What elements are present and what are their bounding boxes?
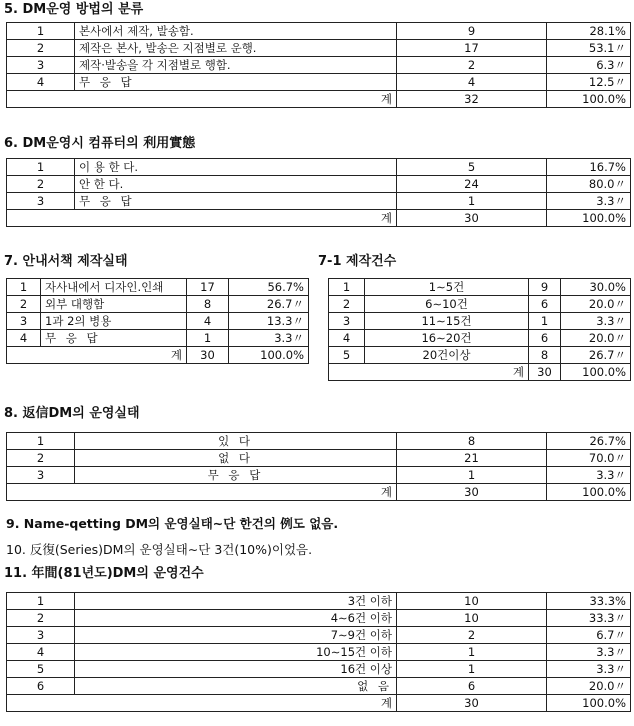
row-percent: 20.0〃 (561, 296, 631, 313)
row-label: 무 응 답 (75, 74, 397, 91)
row-percent: 3.3〃 (547, 644, 631, 661)
table-row (7, 450, 631, 467)
row-count: 9 (397, 23, 547, 40)
row-percent: 26.7〃 (561, 347, 631, 364)
table-row (329, 313, 631, 330)
total-row (7, 695, 631, 712)
table-row (7, 193, 631, 210)
total-count: 32 (397, 91, 547, 108)
row-number: 4 (7, 74, 75, 91)
total-label: 계 (75, 484, 397, 501)
total-row (7, 210, 631, 227)
table-row (7, 330, 309, 347)
row-number: 2 (7, 40, 75, 57)
table-row (7, 610, 631, 627)
row-count: 4 (397, 74, 547, 91)
table-row (7, 176, 631, 193)
total-percent: 100.0% (547, 91, 631, 108)
row-number: 2 (7, 296, 41, 313)
row-percent: 13.3〃 (229, 313, 309, 330)
section-5-table (6, 22, 631, 108)
row-count: 1 (397, 661, 547, 678)
total-count: 30 (187, 347, 229, 364)
row-count: 10 (397, 593, 547, 610)
row-label: 본사에서 제작, 발송함. (75, 23, 397, 40)
row-percent: 6.3〃 (547, 57, 631, 74)
row-label: 4∼6건 이하 (75, 610, 397, 627)
row-count: 4 (187, 313, 229, 330)
row-percent: 56.7% (229, 279, 309, 296)
row-count: 6 (529, 330, 561, 347)
section-6-title: 6. DM운영시 컴퓨터의 利用實態 (4, 136, 196, 151)
row-percent: 3.3〃 (561, 313, 631, 330)
row-number: 1 (7, 23, 75, 40)
row-count: 2 (397, 627, 547, 644)
total-percent: 100.0% (547, 695, 631, 712)
note-10: 10. 反復(Series)DM의 운영실태∼단 3건(10%)이었음. (6, 542, 313, 557)
row-label: 11∼15건 (365, 313, 529, 330)
total-percent: 100.0% (561, 364, 631, 381)
row-number: 1 (329, 279, 365, 296)
table-row (329, 330, 631, 347)
total-label: 계 (365, 364, 529, 381)
section-7-1-title: 7-1 제작건수 (318, 254, 397, 269)
row-number: 3 (7, 193, 75, 210)
table-row (329, 279, 631, 296)
row-count: 17 (187, 279, 229, 296)
row-count: 8 (529, 347, 561, 364)
row-percent: 26.7〃 (229, 296, 309, 313)
row-percent: 3.3〃 (547, 467, 631, 484)
row-count: 1 (397, 193, 547, 210)
table-row (7, 661, 631, 678)
section-7-title: 7. 안내서책 제작실태 (4, 254, 128, 269)
row-number: 1 (7, 593, 75, 610)
row-label: 10∼15건 이하 (75, 644, 397, 661)
row-count: 24 (397, 176, 547, 193)
row-number: 2 (7, 450, 75, 467)
row-percent: 26.7% (547, 433, 631, 450)
row-label: 1과 2의 병용 (41, 313, 187, 330)
row-percent: 3.3〃 (547, 661, 631, 678)
total-count: 30 (529, 364, 561, 381)
row-number: 1 (7, 279, 41, 296)
row-number: 2 (7, 610, 75, 627)
total-count: 30 (397, 210, 547, 227)
row-percent: 20.0〃 (547, 678, 631, 695)
row-percent: 80.0〃 (547, 176, 631, 193)
section-6-table (6, 158, 631, 227)
section-11-table (6, 592, 631, 712)
row-label: 안 한 다. (75, 176, 397, 193)
table-row (7, 678, 631, 695)
total-percent: 100.0% (547, 484, 631, 501)
row-label: 무 응 답 (75, 467, 397, 484)
row-count: 10 (397, 610, 547, 627)
row-label: 제작·발송을 각 지점별로 행함. (75, 57, 397, 74)
row-number: 4 (329, 330, 365, 347)
row-label: 이 용 한 다. (75, 159, 397, 176)
table-row (329, 296, 631, 313)
row-number: 2 (329, 296, 365, 313)
row-label: 7∼9건 이하 (75, 627, 397, 644)
row-label: 없 음 (75, 678, 397, 695)
table-row (7, 313, 309, 330)
row-number: 3 (7, 627, 75, 644)
row-percent: 33.3〃 (547, 610, 631, 627)
table-row (7, 593, 631, 610)
total-label: 계 (75, 210, 397, 227)
row-number: 1 (7, 433, 75, 450)
row-count: 8 (397, 433, 547, 450)
row-number: 3 (329, 313, 365, 330)
row-label: 16∼20건 (365, 330, 529, 347)
row-label: 16건 이상 (75, 661, 397, 678)
total-row (7, 347, 309, 364)
row-label: 자사내에서 디자인.인쇄 (41, 279, 187, 296)
row-count: 2 (397, 57, 547, 74)
row-percent: 3.3〃 (229, 330, 309, 347)
row-label: 무 응 답 (41, 330, 187, 347)
note-9: 9. Name-qetting DM의 운영실태∼단 한건의 例도 없음. (6, 516, 339, 531)
row-number: 5 (329, 347, 365, 364)
row-label: 1∼5건 (365, 279, 529, 296)
section-8-table (6, 432, 631, 501)
row-percent: 33.3% (547, 593, 631, 610)
row-number: 4 (7, 644, 75, 661)
total-percent: 100.0% (229, 347, 309, 364)
row-number: 3 (7, 57, 75, 74)
row-count: 5 (397, 159, 547, 176)
table-row (7, 627, 631, 644)
row-count: 1 (187, 330, 229, 347)
row-number: 5 (7, 661, 75, 678)
row-label: 제작은 본사, 발송은 지점별로 운행. (75, 40, 397, 57)
row-percent: 16.7% (547, 159, 631, 176)
row-count: 1 (397, 644, 547, 661)
row-label: 있 다 (75, 433, 397, 450)
row-percent: 30.0% (561, 279, 631, 296)
total-row (329, 364, 631, 381)
row-count: 8 (187, 296, 229, 313)
section-7-1-table (328, 278, 631, 381)
row-count: 9 (529, 279, 561, 296)
row-number: 3 (7, 467, 75, 484)
row-number: 3 (7, 313, 41, 330)
row-label: 외부 대행함 (41, 296, 187, 313)
section-5-title: 5. DM운영 방법의 분류 (4, 2, 144, 17)
total-label: 계 (41, 347, 187, 364)
total-label: 계 (75, 695, 397, 712)
row-percent: 12.5〃 (547, 74, 631, 91)
section-8-title: 8. 返信DM의 운영실태 (4, 406, 140, 421)
row-count: 1 (397, 467, 547, 484)
row-number: 6 (7, 678, 75, 695)
row-label: 무 응 답 (75, 193, 397, 210)
row-label: 6∼10건 (365, 296, 529, 313)
total-count: 30 (397, 695, 547, 712)
total-row (7, 484, 631, 501)
section-11-title: 11. 年間(81년도)DM의 운영건수 (4, 566, 204, 581)
table-row (7, 644, 631, 661)
table-row (7, 159, 631, 176)
row-number: 2 (7, 176, 75, 193)
table-row (7, 23, 631, 40)
table-row (7, 433, 631, 450)
table-row (329, 347, 631, 364)
table-row (7, 74, 631, 91)
row-label: 없 다 (75, 450, 397, 467)
row-number: 4 (7, 330, 41, 347)
row-count: 17 (397, 40, 547, 57)
table-row (7, 296, 309, 313)
row-label: 3건 이하 (75, 593, 397, 610)
row-percent: 70.0〃 (547, 450, 631, 467)
table-row (7, 467, 631, 484)
row-number: 1 (7, 159, 75, 176)
section-7-table (6, 278, 309, 364)
row-percent: 6.7〃 (547, 627, 631, 644)
row-count: 6 (397, 678, 547, 695)
row-count: 21 (397, 450, 547, 467)
row-percent: 53.1〃 (547, 40, 631, 57)
total-label: 계 (75, 91, 397, 108)
row-percent: 28.1% (547, 23, 631, 40)
row-percent: 20.0〃 (561, 330, 631, 347)
total-count: 30 (397, 484, 547, 501)
table-row (7, 57, 631, 74)
row-count: 1 (529, 313, 561, 330)
row-percent: 3.3〃 (547, 193, 631, 210)
total-row (7, 91, 631, 108)
table-row (7, 40, 631, 57)
table-row (7, 279, 309, 296)
total-percent: 100.0% (547, 210, 631, 227)
row-label: 20건이상 (365, 347, 529, 364)
row-count: 6 (529, 296, 561, 313)
